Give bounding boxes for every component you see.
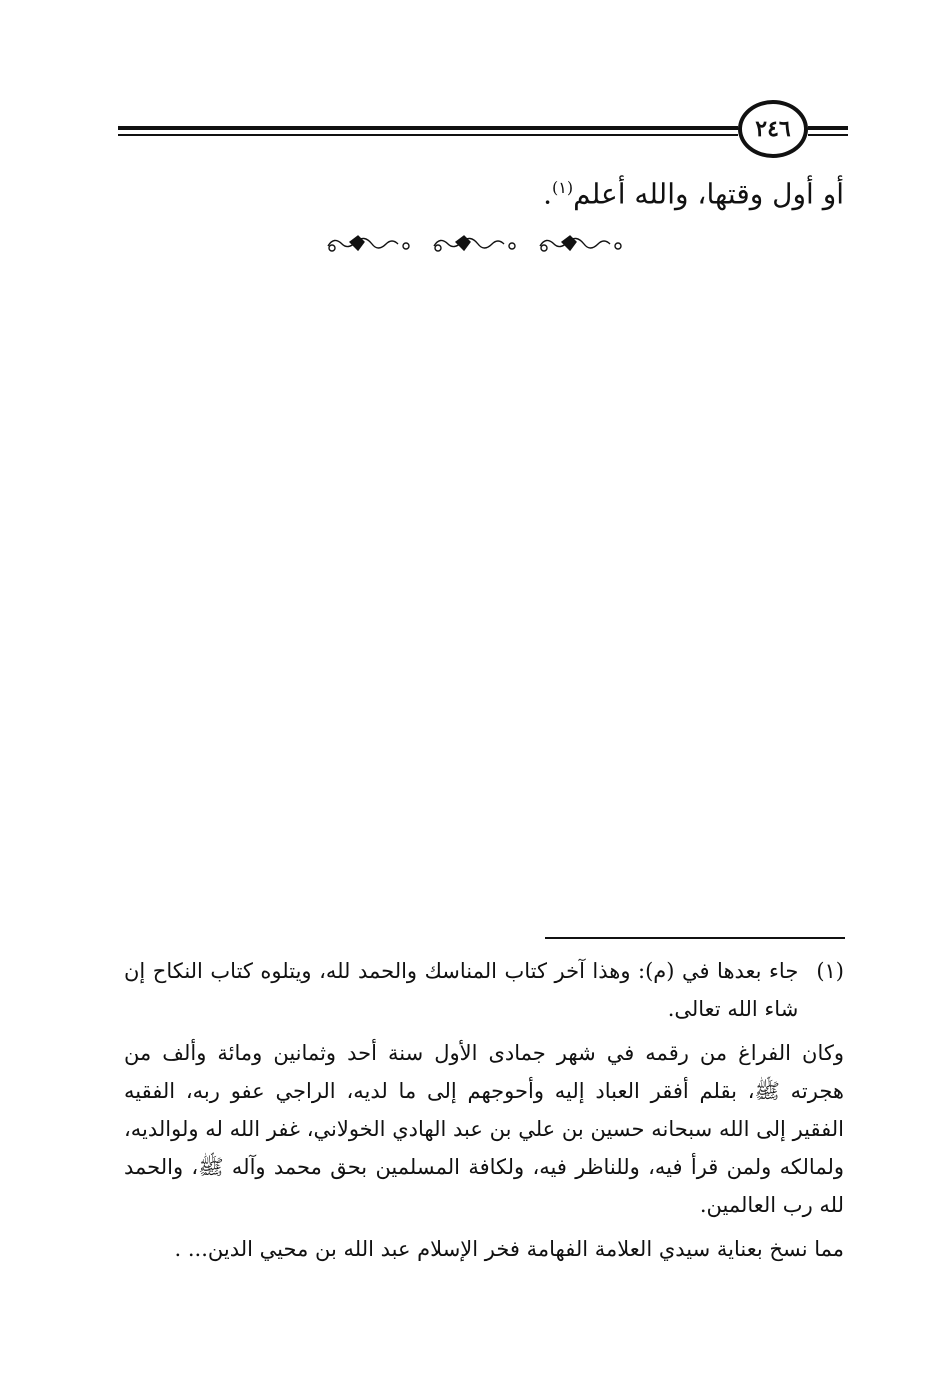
main-text-body: أو أول وقتها، والله أعلم <box>573 177 844 211</box>
ornament-unit-3 <box>540 236 621 251</box>
floral-divider-icon <box>320 228 640 260</box>
header-rule-right-thick <box>808 126 848 130</box>
header-rule-thin <box>118 134 738 136</box>
footnote-1 <box>124 952 844 1028</box>
footnote-reference: (١) <box>552 178 574 197</box>
footnote-1-text: جاء بعدها في (م): وهذا آخر كتاب المناسك والحمد لله، ويتلوه كتاب النكاح إن شاء الله تعالى. <box>124 959 799 1021</box>
footnotes <box>124 952 844 1274</box>
page-number-badge <box>738 100 808 158</box>
header-rule-thick <box>118 126 738 130</box>
header-rule-right-thin <box>808 134 848 136</box>
main-text-end: . <box>543 177 553 211</box>
footnote-1-copy-note: مما نسخ بعناية سيدي العلامة الفهامة فخر الإسلام عبد الله بن محيي الدين... . <box>174 1237 844 1261</box>
footnote-1-colophon: وكان الفراغ من رقمه في شهر جمادى الأول سنة أحد وثمانين ومائة وألف من هجرته ﷺ، بقلم أفقر العباد إليه وأحوجهم إلى ما لديه، الراجي عفو ربه، الفقيه الفقير إلى الله سبحانه حسين بن علي بن عبد الهادي الخولاني، غفر الله له ولوالديه، ولمالكه ولمن قرأ فيه، وللناظر فيه، ولكافة المسلمين بحق محمد وآله ﷺ، والحمد لله رب العالمين. <box>124 1041 844 1217</box>
footnote-number: (١) <box>816 959 844 983</box>
main-text <box>104 168 844 214</box>
page-header <box>118 98 848 168</box>
ornament-unit-2 <box>434 236 515 251</box>
page-number: ٢٤٦ <box>755 116 791 142</box>
ornament-unit-1 <box>328 236 409 251</box>
footnote-separator <box>545 937 845 939</box>
